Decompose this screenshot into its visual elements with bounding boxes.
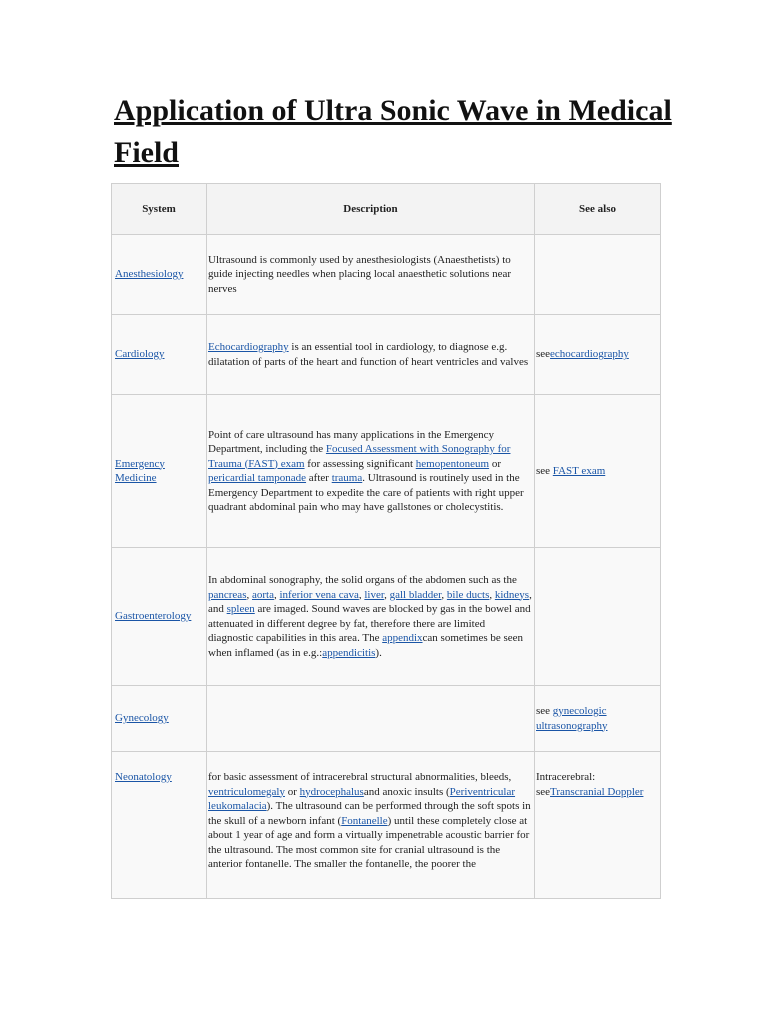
- description-text: , and: [208, 588, 532, 615]
- see-also-link-fast-exam[interactable]: FAST exam: [552, 464, 606, 477]
- table-row: [112, 548, 661, 686]
- see-also-cell: [535, 315, 661, 395]
- link-echocardiography[interactable]: Echocardiography: [208, 341, 289, 353]
- description-text: ) until these completely close at about 1 year of age and form a virtually impenetrable acoustic barrier for the ultrasound. The most common site for cranial ultrasound is the anterior fontanelle. The smaller the fontanelle, the poorer the: [208, 814, 530, 870]
- system-cell: [112, 686, 207, 752]
- system-link-anesthesiology[interactable]: Anesthesiology: [115, 268, 184, 281]
- description-text: and anoxic insults (: [363, 785, 450, 798]
- link-periventricular-leukomalacia[interactable]: Periventricular leukomalacia: [208, 785, 516, 812]
- description-text: or: [489, 457, 501, 470]
- see-prefix: see: [536, 464, 553, 477]
- system-link-cardiology[interactable]: Cardiology: [115, 348, 165, 361]
- see-also-cell: [535, 548, 661, 686]
- description-cell: Ultrasound is commonly used by anesthesiologists (Anaesthetists) to guide injecting needles when placing local anaesthetic solutions near nerves: [207, 235, 535, 315]
- header-description: Description: [207, 184, 535, 235]
- table-row: [112, 752, 661, 899]
- link-appendix[interactable]: appendix: [382, 632, 423, 644]
- description-text: or: [284, 785, 300, 798]
- link-aorta[interactable]: aorta: [251, 588, 274, 601]
- see-also-link-transcranial-doppler[interactable]: Transcranial Doppler: [550, 785, 644, 798]
- description-text: after: [306, 472, 332, 484]
- description-text: . Ultrasound is routinely used in the Emergency Department to expedite the care of patients with right upper quadrant abdominal pain who may have gallstones or cholecystitis.: [208, 472, 524, 513]
- table-row: [112, 235, 661, 315]
- link-bile-ducts[interactable]: bile ducts: [446, 588, 490, 601]
- description-cell: [207, 686, 535, 752]
- system-cell: [112, 315, 207, 395]
- see-also-link-gynecologic-ultrasonography[interactable]: gynecologic ultrasonography: [536, 705, 608, 732]
- description-text: for basic assessment of intracerebral structural abnormalities, bleeds,: [208, 771, 512, 783]
- applications-table: [111, 183, 661, 899]
- see-also-cell: [535, 686, 661, 752]
- see-prefix: see: [536, 705, 553, 717]
- system-cell: [112, 395, 207, 548]
- link-liver[interactable]: liver: [364, 588, 385, 601]
- system-cell: [112, 752, 207, 899]
- table-row: [112, 395, 661, 548]
- page-title: Application of Ultra Sonic Wave in Medical Field: [114, 94, 672, 169]
- system-link-gastroenterology[interactable]: Gastroenterology: [115, 610, 192, 623]
- description-text: can sometimes be seen when inflamed (as in e.g.:: [208, 632, 524, 659]
- description-cell: In abdominal sonography, the solid organs of the abdomen such as the pancreas, aorta, inferior vena cava, liver, gall bladder, bile ducts, kidneys, and spleen are imaged. Sound waves are blocked by gas in the bowel and attenuated in different degree by fat, therefore there are limited diagnostic capabilities in this area. The appendixcan sometimes be seen when inflamed (as in e.g.:appendicitis).: [207, 548, 535, 686]
- description-text: are imaged. Sound waves are blocked by gas in the bowel and attenuated in different degree by fat, therefore there are limited diagnostic capabilities in this area. The: [208, 603, 531, 644]
- link-trauma[interactable]: trauma: [331, 472, 363, 484]
- description-text: In abdominal sonography, the solid organs of the abdomen such as the: [208, 574, 517, 586]
- link-hydrocephalus[interactable]: hydrocephalus: [299, 785, 364, 798]
- link-hemopentoneum[interactable]: hemopentoneum: [415, 457, 490, 470]
- link-gall-bladder[interactable]: gall bladder: [389, 588, 442, 601]
- table-row: [112, 315, 661, 395]
- link-kidneys[interactable]: kidneys: [494, 588, 530, 601]
- system-cell: [112, 235, 207, 315]
- table-row: [112, 686, 661, 752]
- link-appendicitis[interactable]: appendicitis: [322, 646, 376, 659]
- link-fontanelle[interactable]: Fontanelle: [341, 814, 388, 827]
- see-also-cell: [535, 752, 661, 899]
- link-spleen[interactable]: spleen: [226, 603, 255, 615]
- description-text: ). The ultrasound can be performed through the soft spots in the skull of a newborn infant (: [208, 800, 531, 827]
- description-cell: [207, 752, 535, 899]
- system-link-emergency-medicine[interactable]: Emergency Medicine: [115, 457, 165, 484]
- see-prefix: Intracerebral: see: [536, 771, 596, 798]
- table-header-row: [112, 184, 661, 235]
- description-text: Point of care ultrasound has many applications in the Emergency Department, including the: [208, 428, 495, 455]
- see-also-cell: [535, 235, 661, 315]
- link-inferior-vena-cava[interactable]: inferior vena cava: [279, 588, 359, 601]
- see-also-cell: [535, 395, 661, 548]
- system-link-gynecology[interactable]: Gynecology: [115, 712, 169, 725]
- description-text: for assessing significant: [304, 457, 416, 470]
- description-text: is an essential tool in cardiology, to diagnose e.g. dilatation of parts of the heart and function of heart ventricles and valves: [208, 341, 529, 368]
- link-pancreas[interactable]: pancreas: [208, 588, 247, 601]
- header-see-also: See also: [535, 184, 661, 235]
- see-prefix: see: [536, 348, 551, 361]
- link-ventriculomegaly[interactable]: ventriculomegaly: [208, 785, 285, 798]
- system-cell: [112, 548, 207, 686]
- description-text: ).: [375, 646, 382, 659]
- link-fast-exam-full[interactable]: Focused Assessment with Sonography for Trauma (FAST) exam: [208, 443, 511, 470]
- description-cell: [207, 315, 535, 395]
- description-text-clip: [208, 770, 533, 898]
- description-cell: [207, 395, 535, 548]
- link-pericardial-tamponade[interactable]: pericardial tamponade: [208, 472, 307, 484]
- header-system: System: [112, 184, 207, 235]
- see-also-link-echocardiography[interactable]: echocardiography: [550, 348, 629, 361]
- system-link-neonatology[interactable]: Neonatology: [115, 771, 172, 783]
